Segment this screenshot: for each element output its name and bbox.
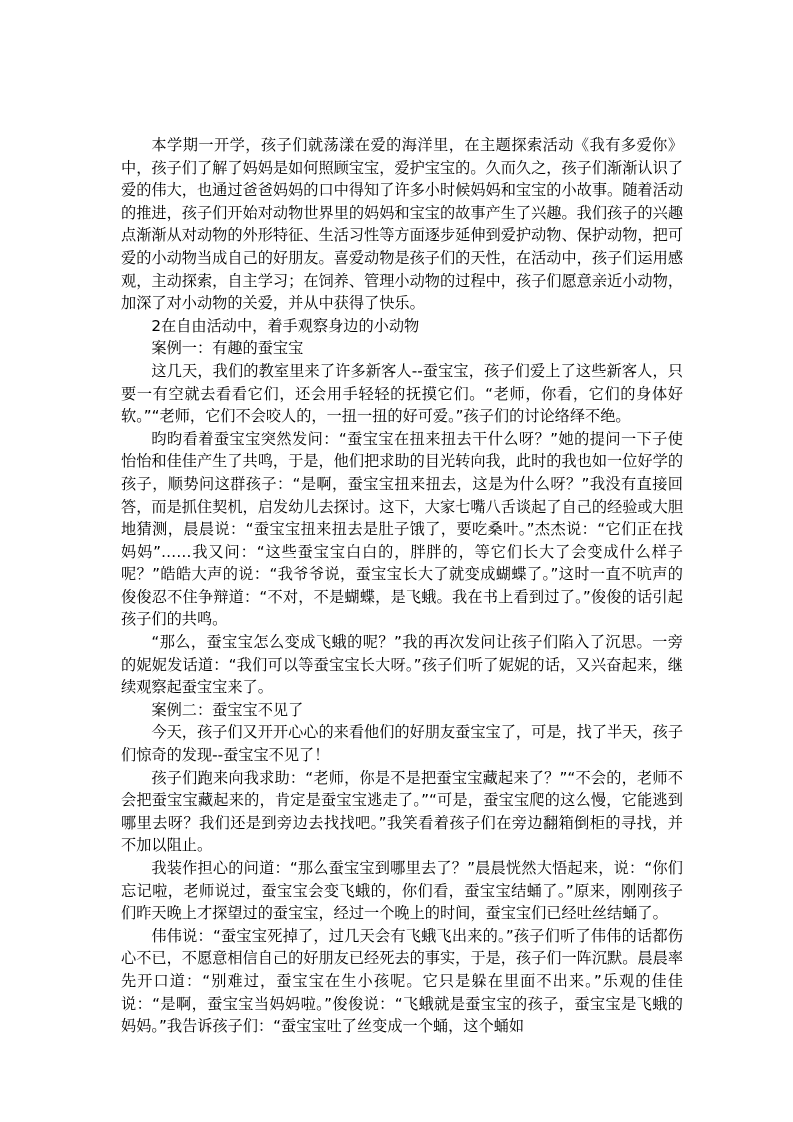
case-two-paragraph-2: 孩子们跑来向我求助：“老师，你是不是把蚕宝宝藏起来了？”“不会的，老师不会把蚕宝宝藏起来的，肯定是蚕宝宝逃走了。”“可是，蚕宝宝爬的这么慢，它能逃到哪里去呀？我们还是到旁边去找找吧。”我笑看着孩子们在旁边翻箱倒柜的寻找，并不加以阻止。 [121, 768, 683, 855]
case-one-paragraph-2: 昀昀看着蚕宝宝突然发问：“蚕宝宝在扭来扭去干什么呀？”她的提问一下子使怡怡和佳佳产生了共鸣，于是，他们把求助的目光转向我，此时的我也如一位好学的孩子，顺势问这群孩子：“是啊，蚕宝宝扭来扭去，这是为什么呀？”我没有直接回答，而是抓住契机，启发幼儿去探讨。这下，大家七嘴八舌谈起了自己的经验或大胆地猜测，晨晨说：“蚕宝宝扭来扭去是肚子饿了，要吃桑叶。”杰杰说：“它们正在找妈妈”……我又问：“这些蚕宝宝白白的，胖胖的，等它们长大了会变成什么样子呢？”皓皓大声的说：“我爷爷说，蚕宝宝长大了就变成蝴蝶了。”这时一直不吭声的俊俊忍不住争辩道：“不对，不是蝴蝶，是飞蛾。我在书上看到过了。”俊俊的话引起孩子们的共鸣。 [121, 429, 683, 629]
case-one-paragraph-1: 这几天，我们的教室里来了许多新客人--蚕宝宝，孩子们爱上了这些新客人，只要一有空就去看看它们，还会用手轻轻的抚摸它们。“老师，你看，它们的身体好软。”“老师，它们不会咬人的，一扭一扭的好可爱。”孩子们的讨论络绎不绝。 [121, 361, 683, 426]
document-body [121, 134, 683, 1038]
case-two-paragraph-4: 伟伟说：“蚕宝宝死掉了，过几天会有飞蛾飞出来的。”孩子们听了伟伟的话都伤心不已，不愿意相信自己的好朋友已经死去的事实，于是，孩子们一阵沉默。晨晨率先开口道：“别难过，蚕宝宝在生小孩呢。它只是躲在里面不出来。”乐观的佳佳说：“是啊，蚕宝宝当妈妈啦。”俊俊说：“飞蛾就是蚕宝宝的孩子，蚕宝宝是飞蛾的妈妈。”我告诉孩子们：“蚕宝宝吐了丝变成一个蛹，这个蛹如 [121, 926, 683, 1036]
intro-paragraph: 本学期一开学，孩子们就荡漾在爱的海洋里，在主题探索活动《我有多爱你》中，孩子们了解了妈妈是如何照顾宝宝，爱护宝宝的。久而久之，孩子们渐渐认识了爱的伟大，也通过爸爸妈妈的口中得知了许多小时候妈妈和宝宝的小故事。随着活动的推进，孩子们开始对动物世界里的妈妈和宝宝的故事产生了兴趣。我们孩子的兴趣点渐渐从对动物的外形特征、生活习性等方面逐步延伸到爱护动物、保护动物，把可爱的小动物当成自己的好朋友。喜爱动物是孩子们的天性，在活动中，孩子们运用感观，主动探索，自主学习；在饲养、管理小动物的过程中，孩子们愿意亲近小动物，加深了对小动物的关爱，并从中获得了快乐。 [121, 136, 683, 313]
case-two-paragraph-1: 今天，孩子们又开开心心的来看他们的好朋友蚕宝宝了，可是，找了半天，孩子们惊奇的发现--蚕宝宝不见了！ [121, 723, 683, 765]
case-one-paragraph-3: “那么，蚕宝宝怎么变成飞蛾的呢？”我的再次发问让孩子们陷入了沉思。一旁的妮妮发话道：“我们可以等蚕宝宝长大呀。”孩子们听了妮妮的话，又兴奋起来，继续观察起蚕宝宝来了。 [121, 633, 683, 697]
case-one-title: 案例一：有趣的蚕宝宝 [151, 339, 304, 358]
section-heading: 2在自由活动中，着手观察身边的小动物 [151, 316, 420, 335]
case-two-title: 案例二：蚕宝宝不见了 [151, 700, 304, 719]
case-two-paragraph-3: 我装作担心的问道：“那么蚕宝宝到哪里去了？”晨晨恍然大悟起来，说：“你们忘记啦，老师说过，蚕宝宝会变飞蛾的，你们看，蚕宝宝结蛹了。”原来，刚刚孩子们昨天晚上才探望过的蚕宝宝，经过一个晚上的时间，蚕宝宝们已经吐丝结蛹了。 [121, 859, 683, 923]
